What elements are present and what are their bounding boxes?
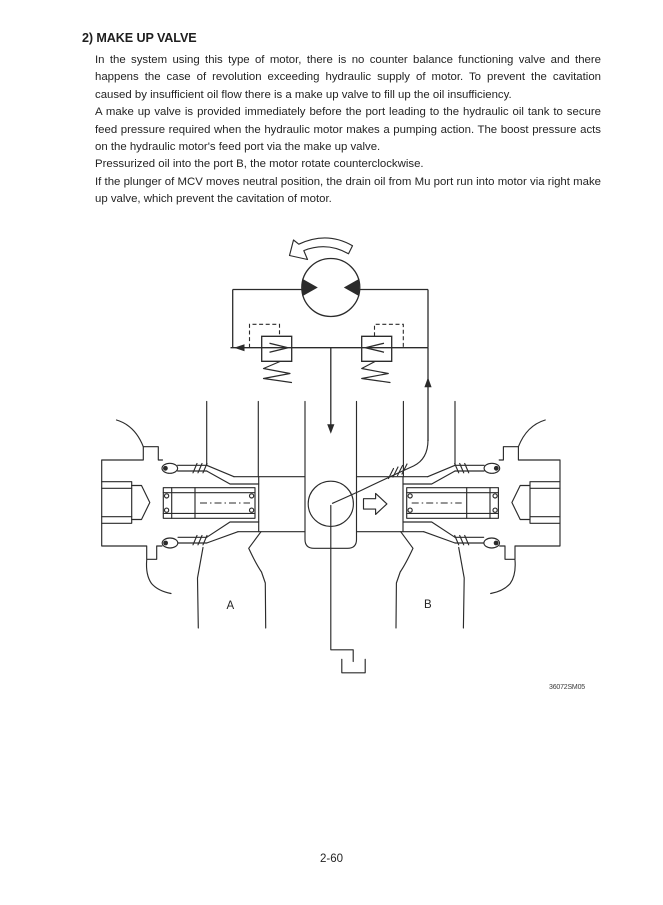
o-ring-bottom-left [162,538,178,548]
o-ring-bottom-right [484,538,500,548]
circuit-lines [231,290,432,442]
poppet-left [163,488,255,519]
flow-arrow-left-icon [234,344,245,351]
makeup-valve-body-left [102,420,305,594]
section-heading: 2) MAKE UP VALVE [82,31,197,45]
hydraulic-diagram [0,220,663,690]
sleeve-right [455,464,484,545]
paragraph-4: If the plunger of MCV moves neutral position, the drain oil from Mu port run into motor via right make up valve, which prevent the cavitation of motor. [95,175,601,206]
figure-reference-code: 36072SM05 [549,684,585,691]
makeup-valve-body-right [357,420,560,594]
body-curve-right [491,560,516,594]
check-valve-symbol-right [362,324,404,382]
hydraulic-motor-symbol [302,259,360,317]
body-text [95,52,601,209]
b-port-leader-line [333,440,429,503]
port-b-passage [396,532,464,628]
rotation-arrow-icon [290,238,353,260]
paragraph-2: A make up valve is provided immediately before the port leading to the hydraulic oil tank to secure feed pressure required when the hydraulic motor makes a pumping action. The boost pressure acts on the hydraulic motor's feed port via the make up valve. [95,106,601,154]
page-number: 2-60 [319,853,344,865]
port-label-a: A [226,600,235,612]
seat-left [207,465,305,543]
flow-arrow-down-icon [327,424,334,434]
flow-direction-arrow-icon [364,493,387,514]
port-a-passage [198,532,266,628]
port-label-b: B [424,599,432,611]
sleeve-left [178,464,207,545]
check-valve-symbol-left [250,324,292,382]
flow-arrow-up-icon [424,377,431,387]
motor-housing-section [305,402,428,549]
body-curve-left [147,560,172,594]
drain-line-and-tank [331,506,365,673]
o-ring-top-right [484,463,500,473]
poppet-right [407,488,499,519]
plug-right [512,482,560,524]
paragraph-3: Pressurized oil into the port B, the motor rotate counterclockwise. [95,158,424,171]
o-ring-top-left [162,463,178,473]
paragraph-1: In the system using this type of motor, there is no counter balance functioning valve and there happens the case of revolution exceeding hydraulic supply of motor. To prevent the cavitation caused by insufficient oil flow there is a make up valve to fill up the oil insufficiency. [95,54,601,101]
plug-left [102,482,150,524]
